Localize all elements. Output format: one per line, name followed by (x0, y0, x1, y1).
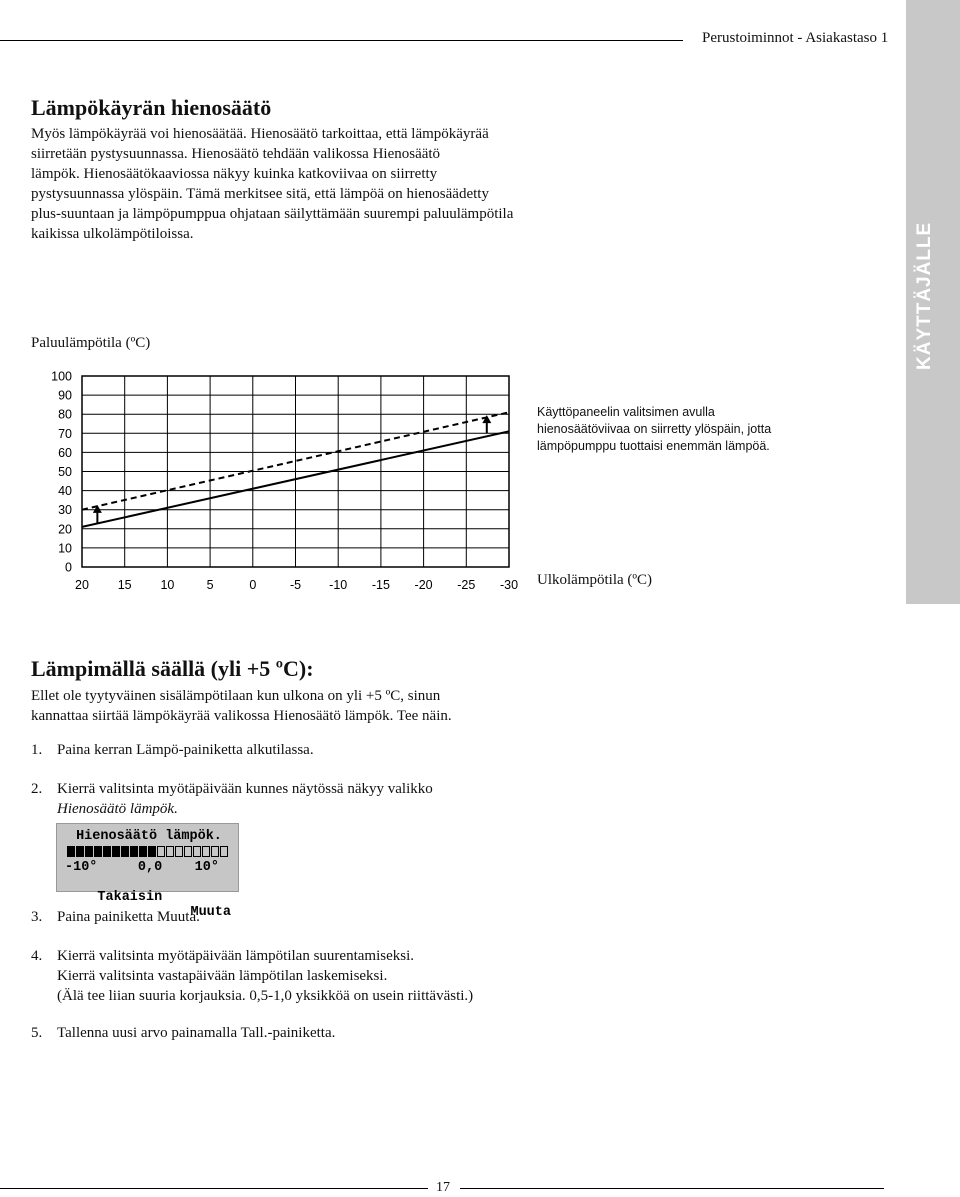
x-tick-label: 10 (160, 578, 175, 592)
y-tick-label: 70 (58, 426, 72, 441)
intro-line: siirretään pystysuunnassa. Hienosäätö tehdään valikossa Hienosäätö (31, 146, 441, 162)
intro-line: pystysuunnassa ylöspäin. Tämä merkitsee sitä, että lämpöä on hienosäädetty (31, 186, 489, 202)
x-tick-label: -5 (289, 578, 302, 592)
paragraph-line: kannattaa siirtää lämpökäyrää valikossa Hienosäätö lämpök. Tee näin. (31, 708, 452, 724)
lcd-bar-segment (130, 846, 138, 857)
lcd-bar-segment (76, 846, 84, 857)
page-number: 17 (436, 1180, 450, 1195)
step-text: Kierrä valitsinta myötäpäivään kunnes näytössä näkyy valikko (57, 781, 433, 797)
y-tick-label: 10 (58, 541, 72, 556)
lcd-bar-segment (157, 846, 165, 857)
step-text: Tallenna uusi arvo painamalla Tall.-painiketta. (57, 1025, 336, 1041)
y-tick-label: 90 (58, 388, 72, 403)
x-tick-label: 5 (206, 578, 214, 592)
y-tick-label: 40 (58, 484, 72, 499)
step-text: Kierrä valitsinta myötäpäivään lämpötilan suurentamiseksi. (57, 948, 414, 964)
x-tick-label: -30 (499, 578, 519, 592)
step-number: 2. (31, 781, 43, 797)
intro-paragraph (31, 124, 551, 244)
lcd-bar-segment (121, 846, 129, 857)
header-section-title: Perustoiminnot - Asiakastaso 1 (702, 30, 889, 46)
heating-curve-chart (40, 362, 530, 598)
step-1 (31, 740, 314, 760)
intro-line: Myös lämpökäyrää voi hienosäätää. Hienosäätö tarkoittaa, että lämpökäyrää (31, 126, 489, 142)
lcd-bar-segment (166, 846, 174, 857)
lcd-bar-segment (94, 846, 102, 857)
sidebar-tab-label: KÄYTTÄJÄLLE (914, 221, 935, 370)
y-tick-label: 80 (58, 407, 72, 422)
lcd-bar-segment (148, 846, 156, 857)
lcd-bar-segment (193, 846, 201, 857)
chart-y-axis-label: Paluulämpötila (ºC) (31, 335, 151, 351)
shift-arrow-head (482, 415, 491, 423)
step-text: Paina kerran Lämpö-painiketta alkutilassa. (57, 742, 314, 758)
lcd-bar-segment (85, 846, 93, 857)
step-number: 3. (31, 909, 43, 925)
step-4 (31, 946, 473, 1006)
step-5 (31, 1023, 335, 1043)
x-tick-label: -10 (329, 578, 348, 592)
section-title-warm-weather: Lämpimällä säällä (yli +5 ºC): (31, 656, 314, 681)
step-text: Kierrä valitsinta vastapäivään lämpötilan laskemiseksi. (57, 968, 388, 984)
footer-rule-right (460, 1188, 884, 1189)
step-number: 5. (31, 1025, 43, 1041)
y-tick-label: 0 (65, 560, 72, 575)
step-text: (Älä tee liian suuria korjauksia. 0,5-1,0 yksikköä on usein riittävästi.) (57, 988, 474, 1004)
lcd-scale: -10° 0,0 10° (65, 860, 219, 875)
section-title-fine-tuning: Lämpökäyrän hienosäätö (31, 95, 272, 120)
lcd-title: Hienosäätö lämpök. (76, 829, 222, 844)
step-number: 1. (31, 742, 43, 758)
sidebar-tab (906, 0, 960, 604)
lcd-back-label: Takaisin (97, 890, 163, 905)
footer-rule-left (0, 1188, 428, 1189)
lcd-bar-segment (220, 846, 228, 857)
x-tick-label: -25 (457, 578, 476, 592)
chart-annotation: Käyttöpaneelin valitsimen avulla hienosäätöviivaa on siirretty ylöspäin, jotta lämpöpumppu tuottaisi enemmän lämpöä. (537, 405, 772, 453)
chart-x-axis-label: Ulkolämpötila (ºC) (537, 572, 653, 588)
step-number: 4. (31, 948, 43, 964)
step-3 (31, 907, 200, 927)
y-tick-label: 60 (58, 445, 72, 460)
y-tick-label: 50 (58, 465, 72, 479)
lcd-bar-segment (184, 846, 192, 857)
lcd-bar-segment (67, 846, 75, 857)
step-2 (31, 779, 433, 819)
step-menu-name: Hienosäätö lämpök. (57, 801, 178, 817)
y-tick-label: 30 (58, 503, 72, 518)
warm-weather-paragraph (31, 686, 501, 726)
lcd-bar-segment (211, 846, 219, 857)
lcd-change-label: Muuta (190, 905, 231, 920)
paragraph-line: Ellet ole tyytyväinen sisälämpötilaan kun ulkona on yli +5 ºC, sinun (31, 688, 441, 704)
lcd-bar-segment (175, 846, 183, 857)
x-tick-label: 15 (117, 578, 132, 592)
x-tick-label: -20 (414, 578, 433, 592)
intro-line: plus-suuntaan ja lämpöpumppua ohjataan säilyttämään suurempi paluulämpötila (31, 206, 514, 222)
x-tick-label: 0 (249, 578, 257, 592)
intro-line: lämpök. Hienosäätökaaviossa näkyy kuinka katkoviivaa on siirretty (31, 166, 438, 182)
lcd-bar-segment (112, 846, 120, 857)
lcd-level-bar (67, 846, 228, 857)
x-tick-label: -15 (371, 578, 390, 592)
lcd-bar-segment (103, 846, 111, 857)
lcd-bar-segment (202, 846, 210, 857)
intro-line: kaikissa ulkolämpötiloissa. (31, 226, 194, 242)
step-text: Paina painiketta Muuta. (57, 909, 200, 925)
header-rule (0, 40, 683, 41)
lcd-bar-segment (139, 846, 147, 857)
y-tick-label: 100 (51, 369, 72, 384)
x-tick-label: 20 (75, 578, 89, 592)
y-tick-label: 20 (58, 522, 72, 537)
